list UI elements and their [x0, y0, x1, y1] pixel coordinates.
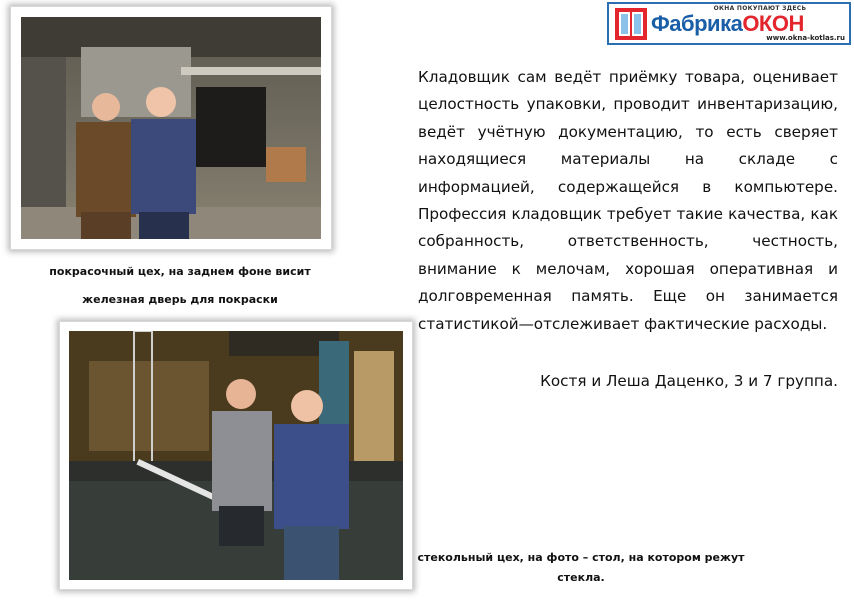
photo-caption-line: стекла. [557, 571, 605, 584]
logo-name-part2: ОКОН [742, 11, 804, 36]
article-signature: Костя и Леша Даценко, 3 и 7 группа. [540, 372, 838, 390]
logo-tagline: ОКНА ПОКУПАЮТ ЗДЕСЬ [713, 5, 807, 12]
article-body: Кладовщик сам ведёт приёмку товара, оценивает целостность упаковки, проводит инвентаризацию, ведёт учётную документацию, то есть сверяет находящиеся материалы на складе с информацией, содержащейся в компьютере. Профессия кладовщик требует такие качества, как собранность, ответственность, честность, внимание к мелочам, хорошая оперативная и долговременная память. Еще он занимается статистикой—отслеживает фактические расходы. [418, 68, 838, 333]
photo-paint-shop [21, 17, 321, 239]
company-logo [607, 2, 851, 45]
photo-caption-line: покрасочный цех, на заднем фоне висит [49, 265, 311, 278]
window-icon [614, 7, 648, 41]
photo-caption-line: железная дверь для покраски [82, 293, 278, 306]
photo-frame-paint-shop [10, 6, 332, 250]
logo-url: www.okna-kotlas.ru [766, 34, 845, 42]
photo-caption-line: стекольный цех, на фото – стол, на котором режут [417, 551, 745, 564]
logo-name-part1: Фабрика [651, 11, 743, 36]
photo-glass-shop [69, 331, 403, 580]
photo-frame-glass-shop [59, 321, 413, 590]
